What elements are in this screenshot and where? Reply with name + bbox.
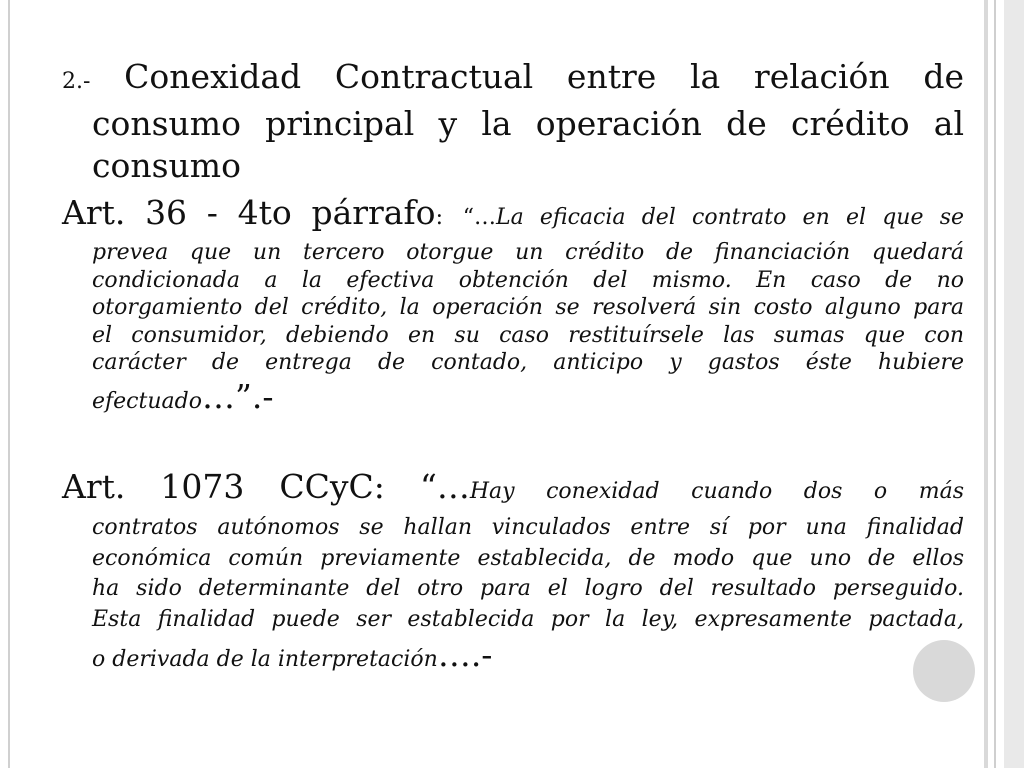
article-36-colon: :	[435, 205, 443, 230]
article-1073-reference: Art. 1073 CCyC:	[62, 467, 385, 506]
section-title	[62, 56, 964, 187]
article-36-quote-line: otorgamiento del crédito, la operación se resolverá sin costo alguno para	[92, 295, 964, 321]
section-title-line-3: consumo	[92, 146, 241, 185]
decorative-circle	[913, 640, 975, 702]
article-1073-quote-last-line	[62, 635, 964, 680]
article-1073-last-words: o derivada de la interpretación	[92, 647, 438, 672]
article-36-quote-line: el consumidor, debiendo en su caso restituírsele las sumas que con	[92, 322, 964, 348]
article-36-quote-line: carácter de entrega de contado, anticipo y gastos éste hubiere	[92, 350, 964, 376]
article-36-open-quote: “…	[462, 205, 496, 230]
section-title-line-2: consumo principal y la operación de crédito al	[92, 104, 964, 143]
slide-frame-right-line	[984, 0, 988, 768]
article-1073-quote-line: contratos autónomos se hallan vinculados entre sí por una finalidad	[92, 515, 964, 540]
article-1073-quote-first-line: Hay conexidad cuando dos o más	[469, 479, 964, 504]
section-number: 2.-	[62, 69, 91, 94]
article-1073-quote	[62, 466, 964, 680]
article-1073-quote-line: Esta finalidad puede ser establecida por la ley, expresamente pactada,	[92, 606, 964, 632]
article-1073-heading-line	[62, 466, 964, 513]
article-1073-quote-line: económica común previamente establecida, de modo que uno de ellos	[92, 545, 964, 571]
slide-frame-right-line-outer	[994, 0, 996, 768]
article-1073-quote-line: ha sido determinante del otro para el logro del resultado perseguido.	[92, 576, 964, 601]
article-36-quote	[62, 192, 964, 422]
article-36-reference: Art. 36 - 4to párrafo	[62, 193, 436, 232]
article-36-quote-first-line: La eficacia del contrato en el que se	[495, 205, 965, 230]
article-36-closing: …”.-	[201, 376, 274, 416]
article-1073-open-quote: “…	[419, 467, 470, 506]
article-36-heading-line	[62, 192, 964, 239]
section-title-text-1: Conexidad Contractual entre la relación de	[124, 57, 964, 96]
article-36-quote-line: prevea que un tercero otorgue un crédito de financiación quedará	[92, 240, 964, 265]
article-1073-closing: ….-	[437, 635, 493, 674]
slide-frame-left-line	[8, 0, 10, 768]
article-36-last-words: efectuado	[92, 388, 202, 414]
article-36-quote-line: condicionada a la efectiva obtención del mismo. En caso de no	[92, 267, 964, 293]
article-36-quote-last-line	[62, 377, 964, 422]
section-title-line-1	[62, 56, 964, 103]
